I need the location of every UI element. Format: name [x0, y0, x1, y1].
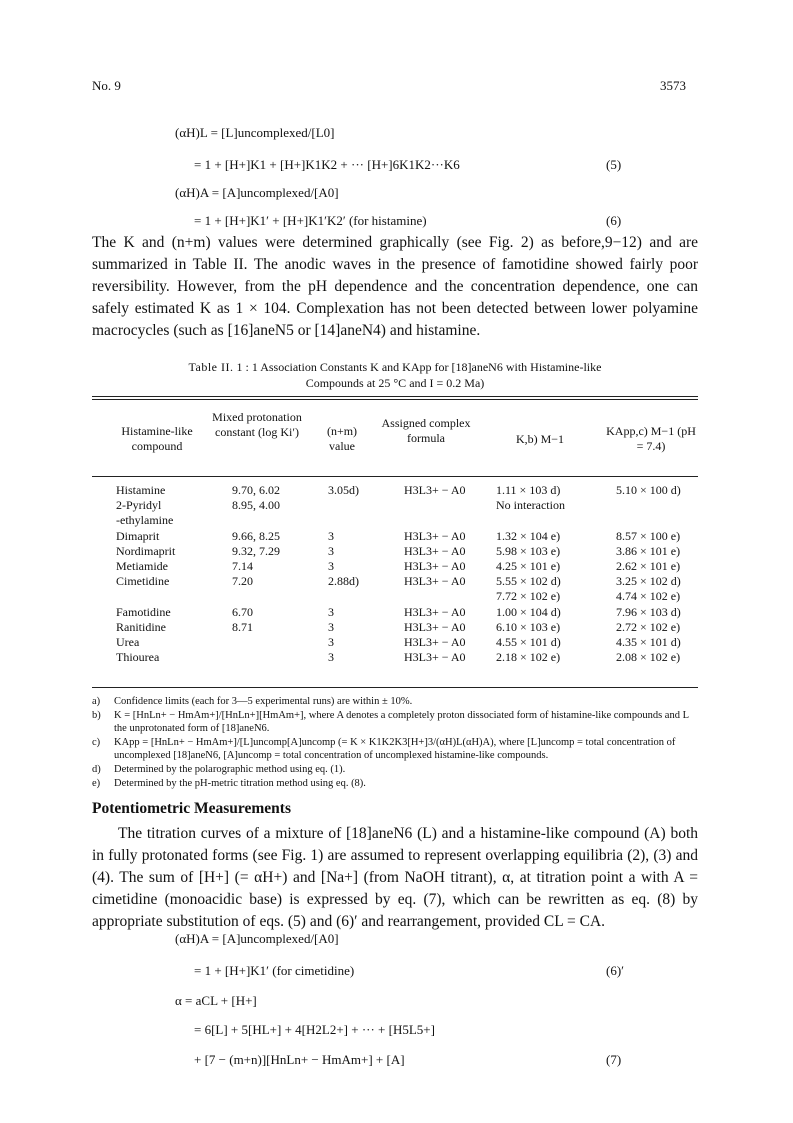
cell-compound: Urea: [116, 635, 140, 649]
table-header-logk: Mixed protonation constant (log Ki′): [212, 410, 302, 439]
cell-formula: H3L3+ − A0: [404, 574, 466, 589]
table-header-rule: [92, 476, 698, 477]
cell-k: 6.10 × 103 e): [496, 619, 561, 634]
equation-line: (αH)L = [L]uncomplexed/[L0]: [175, 125, 335, 140]
equation-line: = 1 + [H+]K1′ + [H+]K1′K2′ (for histamine): [194, 213, 427, 228]
table-footnotes: [92, 693, 698, 790]
table-caption: [120, 359, 670, 391]
cell-nm: 3: [328, 635, 334, 649]
cell-nm: 3: [328, 528, 334, 543]
running-header-left: No. 9: [92, 78, 121, 93]
table-caption-title: 1 : 1 Association Constants K and KApp for [18]aneN6 with Histamine-like: [236, 360, 602, 374]
cell-nm: 3: [328, 604, 334, 619]
cell-k: 1.32 × 104 e): [496, 528, 561, 543]
cell-logk: 6.70: [232, 604, 253, 619]
equation-line: (αH)A = [A]uncomplexed/[A0]: [175, 931, 339, 946]
equation-number: (6): [606, 213, 622, 228]
equation-line: α = aCL + [H+]: [175, 993, 257, 1008]
cell-k: 1.00 × 104 d): [496, 604, 561, 619]
cell-kapp: 2.62 × 101 e): [616, 559, 681, 573]
cell-k: 1.11 × 103 d): [496, 483, 561, 497]
table-header-formula: Assigned complex formula: [381, 416, 471, 445]
table-header-kapp: KApp,c) M−1 (pH = 7.4): [606, 424, 696, 453]
table-header-k: K,b) M−1: [515, 432, 565, 446]
cell-compound: Ranitidine: [116, 619, 166, 634]
cell-kapp: 4.74 × 102 e): [616, 589, 681, 604]
table-caption-label: Table II.: [188, 360, 234, 374]
cell-kapp: 5.10 × 100 d): [616, 483, 681, 497]
cell-kapp: 4.35 × 101 d): [616, 635, 681, 649]
cell-nm: 3: [328, 619, 334, 634]
page-number: 3573: [660, 78, 686, 93]
equation-line: = 6[L] + 5[HL+] + 4[H2L2+] + ··· + [H5L5+]: [194, 1022, 435, 1037]
cell-formula: H3L3+ − A0: [404, 635, 466, 649]
table-top-rule-double: [92, 399, 698, 400]
cell-compound: Metiamide: [116, 559, 168, 573]
cell-formula: H3L3+ − A0: [404, 619, 466, 634]
equation-number: (5): [606, 157, 622, 172]
cell-compound: Nordimaprit: [116, 543, 176, 558]
cell-k: 7.72 × 102 e): [496, 589, 561, 604]
section-heading: Potentiometric Measurements: [92, 800, 291, 817]
cell-logk: 9.66, 8.25: [232, 528, 280, 543]
equation-line: (αH)A = [A]uncomplexed/[A0]: [175, 185, 339, 200]
table-caption-conditions: Compounds at 25 °C and I = 0.2 Ma): [305, 376, 485, 390]
cell-logk: 9.70, 6.02: [232, 483, 280, 497]
cell-compound: Famotidine: [116, 604, 171, 619]
equation-number: (7): [606, 1052, 622, 1067]
body-paragraph: The K and (n+m) values were determined graphically (see Fig. 2) as before,9−12) and are summarized in Table II. The anodic waves in the presence of famotidine showed fairly poor reversibility. However, from the pH dependence and the concentration dependence, one can safely estimated K as 1 × 104. Complexation has not been detected between lower polyamine macrocycles (such as [16]aneN5 or [14]aneN4) and histamine.: [92, 234, 698, 339]
table-header-nm: (n+m) value: [326, 424, 358, 453]
cell-logk: 7.14: [232, 559, 253, 573]
cell-formula: H3L3+ − A0: [404, 483, 466, 497]
cell-kapp: 3.25 × 102 d): [616, 574, 681, 589]
cell-nm: 3: [328, 543, 334, 558]
cell-kapp: 3.86 × 101 e): [616, 543, 681, 558]
cell-k: 4.25 × 101 e): [496, 559, 561, 573]
footnote: e) Determined by the pH-metric titration method using eq. (8).: [92, 778, 366, 789]
cell-formula: H3L3+ − A0: [404, 528, 466, 543]
cell-compound: Cimetidine: [116, 574, 170, 589]
equation-line: = 1 + [H+]K1′ (for cimetidine): [194, 963, 355, 978]
cell-k: 5.98 × 103 e): [496, 543, 561, 558]
footnote: a) Confidence limits (each for 3—5 experimental runs) are within ± 10%.: [92, 696, 413, 707]
cell-logk: 9.32, 7.29: [232, 543, 280, 558]
footnote: c) KApp = [HnLn+ − HmAm+]/[L]uncomp[A]uncomp (= K × K1K2K3[H+]3/(αH)L(αH)A), where [L]uncomp = total concentration of uncomplexed [18]aneN6, [A]uncomp = total concentration of uncomplexed histamine-like compounds.: [92, 737, 676, 761]
body-paragraph: The titration curves of a mixture of [18]aneN6 (L) and a histamine-like compound (A) both in fully protonated forms (see Fig. 1) are assumed to represent overlapping equilibria (2), (3) and (4). The sum of [H+] (= αH+) and [Na+] (from NaOH titrant), α, at titration point a with A = cimetidine (monoacidic base) is expressed by eq. (7), which can be rewritten as eq. (8) by appropriate substitution of eqs. (5) and (6)′ and rearrangement, provided CL = CA.: [92, 825, 698, 930]
cell-kapp: 8.57 × 100 e): [616, 528, 681, 543]
cell-formula: H3L3+ − A0: [404, 559, 466, 573]
footnote: d) Determined by the polarographic method using eq. (1).: [92, 764, 346, 775]
cell-nm: 3.05d): [328, 483, 359, 497]
cell-compound: -ethylamine: [116, 513, 174, 528]
cell-k: 2.18 × 102 e): [496, 650, 561, 665]
footnote: b) K = [HnLn+ − HmAm+]/[HnLn+][HmAm+], where A denotes a completely proton dissociated form of histamine-like compounds and L the unprotonated form of [18]aneN6.: [92, 710, 689, 734]
table-header-compound: Histamine-like compound: [121, 424, 193, 453]
cell-kapp: 7.96 × 103 d): [616, 604, 681, 619]
equation-number: (6)′: [606, 963, 625, 978]
cell-compound: Thiourea: [116, 650, 160, 665]
equation-line: + [7 − (m+n)][HnLn+ − HmAm+] + [A]: [194, 1052, 405, 1067]
cell-logk: 7.20: [232, 574, 253, 589]
cell-nm: 2.88d): [328, 574, 359, 589]
cell-nm: 3: [328, 559, 334, 573]
table-bottom-rule: [92, 687, 698, 688]
cell-formula: H3L3+ − A0: [404, 543, 466, 558]
cell-formula: H3L3+ − A0: [404, 650, 466, 665]
cell-formula: H3L3+ − A0: [404, 604, 466, 619]
cell-logk: 8.71: [232, 619, 253, 634]
cell-kapp: 2.72 × 102 e): [616, 619, 681, 634]
cell-nm: 3: [328, 650, 334, 665]
cell-compound: 2-Pyridyl: [116, 498, 162, 513]
cell-logk: 8.95, 4.00: [232, 498, 280, 513]
cell-k: 5.55 × 102 d): [496, 574, 561, 589]
equation-line: = 1 + [H+]K1 + [H+]K1K2 + ··· [H+]6K1K2···K6: [194, 157, 460, 172]
cell-kapp: 2.08 × 102 e): [616, 650, 681, 665]
cell-compound: Dimaprit: [116, 528, 160, 543]
cell-k: 4.55 × 101 d): [496, 635, 561, 649]
cell-k: No interaction: [496, 498, 565, 513]
table-top-rule: [92, 396, 698, 397]
cell-compound: Histamine: [116, 483, 166, 497]
